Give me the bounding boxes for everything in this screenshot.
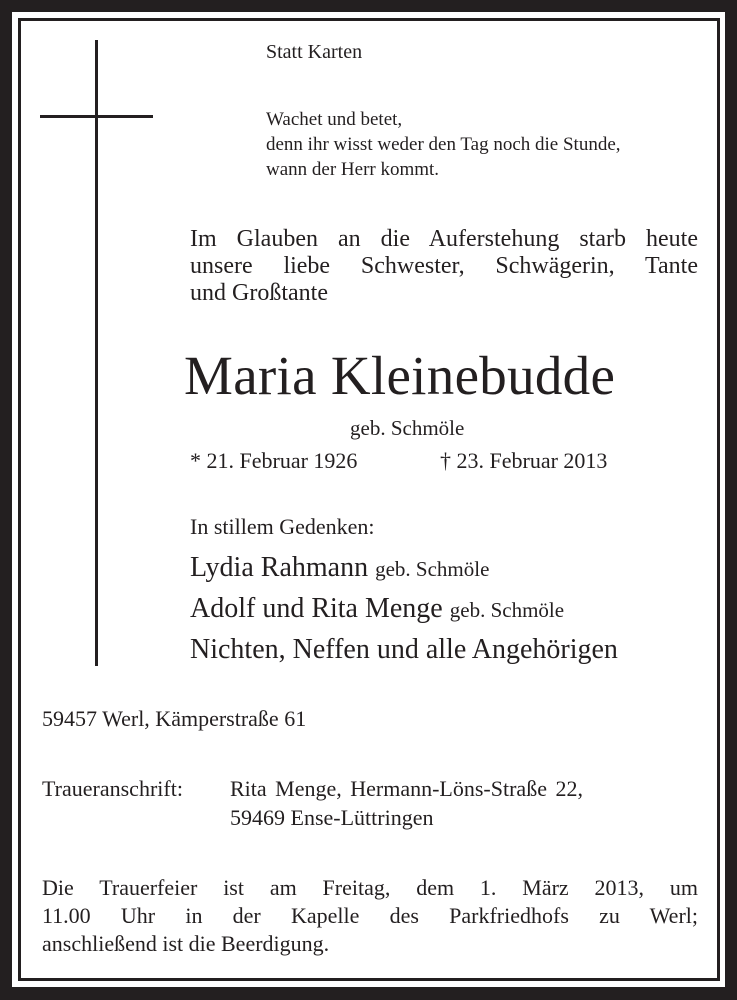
- quote-line: Wachet und betet,: [266, 109, 403, 130]
- mourner-name: Lydia Rahmann: [190, 552, 369, 583]
- intro-line: Im Glauben an die Auferstehung starb heute: [190, 226, 698, 252]
- trauer-address-line: 59469 Ense-Lüttringen: [230, 805, 434, 830]
- mourner-name: Nichten, Neffen und alle Angehörigen: [190, 634, 618, 665]
- birth-date: * 21. Februar 1926: [190, 448, 358, 473]
- mourner-name: Adolf und Rita Menge: [190, 593, 443, 624]
- mourner-note: geb. Schmöle: [449, 598, 565, 622]
- trauer-label: Traueranschrift:: [42, 776, 183, 801]
- intro-line: unsere liebe Schwester, Schwägerin, Tante: [190, 253, 698, 279]
- cross-icon-bar: [40, 115, 153, 118]
- quote-line: wann der Herr kommt.: [266, 159, 440, 180]
- maiden-name: geb. Schmöle: [350, 416, 465, 440]
- mourners-heading: In stillem Gedenken:: [190, 514, 375, 539]
- mourner-line: [190, 595, 564, 623]
- mourner-line: [190, 636, 618, 664]
- home-address: 59457 Werl, Kämperstraße 61: [42, 706, 307, 731]
- ceremony-line: anschließend ist die Beerdigung.: [42, 931, 330, 956]
- quote-line: denn ihr wisst weder den Tag noch die Stunde,: [266, 134, 621, 155]
- intro-text: [190, 226, 698, 307]
- mourner-note: geb. Schmöle: [375, 557, 490, 581]
- ceremony-line: Die Trauerfeier ist am Freitag, dem 1. März 2013, um: [42, 875, 698, 900]
- deceased-name: Maria Kleinebudde: [184, 345, 616, 406]
- trauer-address-line: Rita Menge, Hermann-Löns-Straße 22,: [230, 776, 583, 801]
- intro-line: und Großtante: [190, 280, 328, 306]
- mourner-line: [190, 554, 489, 582]
- ceremony-text: [42, 874, 698, 958]
- death-date: † 23. Februar 2013: [440, 448, 608, 473]
- ceremony-line: 11.00 Uhr in der Kapelle des Parkfriedhofs zu Werl;: [42, 903, 698, 928]
- statt-karten: Statt Karten: [266, 41, 363, 63]
- cross-icon: [95, 40, 98, 666]
